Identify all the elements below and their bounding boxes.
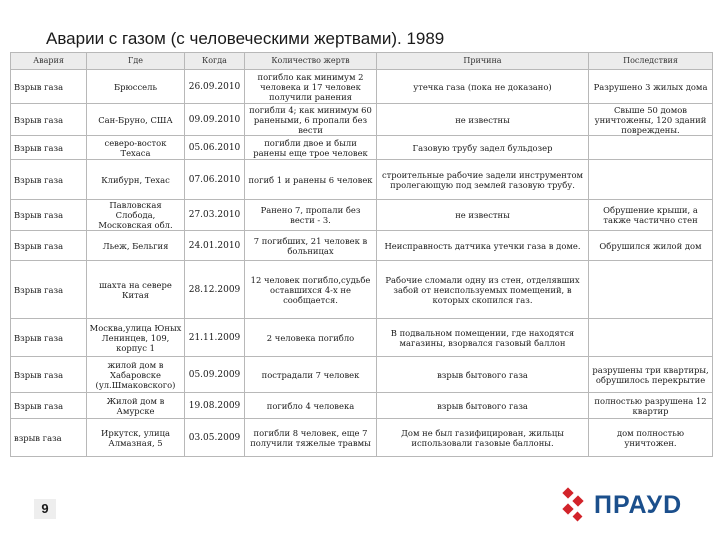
cell-when: 24.01.2010 <box>185 231 245 261</box>
cell-consequences: Свыше 50 домов уничтожены, 120 зданий повреждены. <box>589 104 713 136</box>
table-row <box>11 393 713 419</box>
cell-cause: не известны <box>377 104 589 136</box>
cell-consequences <box>589 261 713 319</box>
cell-where: Брюссель <box>87 70 185 104</box>
slide-title: Аварии с газом (с человеческими жертвами). 1989 <box>46 29 445 48</box>
cell-cause: Дом не был газифицирован, жильцы использовали газовые баллоны. <box>377 419 589 457</box>
table-row <box>11 136 713 160</box>
cell-where: Жилой дом в Амурске <box>87 393 185 419</box>
cell-accident: Взрыв газа <box>11 136 87 160</box>
cell-consequences: дом полностью уничтожен. <box>589 419 713 457</box>
table-row <box>11 200 713 231</box>
cell-accident: Взрыв газа <box>11 393 87 419</box>
cell-where: Москва,улица Юных Ленинцев, 109, корпус 1 <box>87 319 185 357</box>
cell-consequences <box>589 319 713 357</box>
cell-where: шахта на севере Китая <box>87 261 185 319</box>
cell-cause: не известны <box>377 200 589 231</box>
cell-where: северо-восток Техаса <box>87 136 185 160</box>
cell-accident: Взрыв газа <box>11 231 87 261</box>
cell-cause: Газовую трубу задел бульдозер <box>377 136 589 160</box>
logo-mark-icon <box>560 487 588 523</box>
cell-cause: утечка газа (пока не доказано) <box>377 70 589 104</box>
cell-consequences: Обрушился жилой дом <box>589 231 713 261</box>
cell-when: 07.06.2010 <box>185 160 245 200</box>
cell-consequences: разрушены три квартиры, обрушилось перекрытие <box>589 357 713 393</box>
company-logo <box>560 485 700 525</box>
cell-when: 05.09.2009 <box>185 357 245 393</box>
cell-where: Льеж, Бельгия <box>87 231 185 261</box>
cell-when: 03.05.2009 <box>185 419 245 457</box>
cell-accident: взрыв газа <box>11 419 87 457</box>
cell-where: Павловская Слобода, Московская обл. <box>87 200 185 231</box>
cell-where: Сан-Бруно, США <box>87 104 185 136</box>
cell-victims: погибли двое и были ранены еще трое человек <box>245 136 377 160</box>
cell-where: Клибурн, Техас <box>87 160 185 200</box>
cell-cause: взрыв бытового газа <box>377 393 589 419</box>
table-row <box>11 70 713 104</box>
cell-where: Иркутск, улица Алмазная, 5 <box>87 419 185 457</box>
cell-victims: 12 человек погибло,судьбе оставшихся 4-х не сообщается. <box>245 261 377 319</box>
table-row <box>11 160 713 200</box>
header-consequences: Последствия <box>589 53 713 70</box>
cell-victims: погибло как минимум 2 человека и 17 человек получили ранения <box>245 70 377 104</box>
header-where: Где <box>87 53 185 70</box>
cell-cause: Рабочие сломали одну из стен, отделявших забой от неиспользуемых помещений, в которых скопился газ. <box>377 261 589 319</box>
cell-when: 28.12.2009 <box>185 261 245 319</box>
cell-consequences: Обрушение крыши, а также частично стен <box>589 200 713 231</box>
cell-cause: строительные рабочие задели инструментом пролегающую под землей газовую трубу. <box>377 160 589 200</box>
cell-victims: погибли 8 человек, еще 7 получили тяжелые травмы <box>245 419 377 457</box>
cell-victims: Ранено 7, пропали без вести - 3. <box>245 200 377 231</box>
cell-accident: Взрыв газа <box>11 357 87 393</box>
cell-cause: взрыв бытового газа <box>377 357 589 393</box>
cell-victims: погиб 1 и ранены 6 человек <box>245 160 377 200</box>
table-row <box>11 104 713 136</box>
cell-when: 09.09.2010 <box>185 104 245 136</box>
cell-accident: Взрыв газа <box>11 160 87 200</box>
cell-when: 19.08.2009 <box>185 393 245 419</box>
table-row <box>11 419 713 457</box>
cell-accident: Взрыв газа <box>11 104 87 136</box>
table-header-row <box>11 53 713 70</box>
cell-victims: 7 погибших, 21 человек в больницах <box>245 231 377 261</box>
cell-when: 26.09.2010 <box>185 70 245 104</box>
cell-cause: Неисправность датчика утечки газа в доме. <box>377 231 589 261</box>
cell-victims: погибло 4 человека <box>245 393 377 419</box>
cell-victims: 2 человека погибло <box>245 319 377 357</box>
cell-when: 27.03.2010 <box>185 200 245 231</box>
header-cause: Причина <box>377 53 589 70</box>
cell-accident: Взрыв газа <box>11 261 87 319</box>
page-number: 9 <box>34 499 56 519</box>
table-row <box>11 261 713 319</box>
logo-text: ПРАУD <box>594 490 683 519</box>
cell-victims: погибли 4; как минимум 60 ранеными, 6 пропали без вести <box>245 104 377 136</box>
cell-consequences: Разрушено 3 жилых дома <box>589 70 713 104</box>
cell-accident: Взрыв газа <box>11 70 87 104</box>
cell-when: 21.11.2009 <box>185 319 245 357</box>
table-row <box>11 231 713 261</box>
cell-accident: Взрыв газа <box>11 319 87 357</box>
gas-accidents-table <box>10 52 713 457</box>
cell-victims: пострадали 7 человек <box>245 357 377 393</box>
cell-when: 05.06.2010 <box>185 136 245 160</box>
cell-cause: В подвальном помещении, где находятся магазины, взорвался газовый баллон <box>377 319 589 357</box>
cell-consequences <box>589 160 713 200</box>
cell-consequences <box>589 136 713 160</box>
cell-consequences: полностью разрушена 12 квартир <box>589 393 713 419</box>
table-row <box>11 319 713 357</box>
cell-accident: Взрыв газа <box>11 200 87 231</box>
header-victims: Количество жертв <box>245 53 377 70</box>
table-row <box>11 357 713 393</box>
header-accident: Авария <box>11 53 87 70</box>
cell-where: жилой дом в Хабаровске (ул.Шмаковского) <box>87 357 185 393</box>
header-when: Когда <box>185 53 245 70</box>
